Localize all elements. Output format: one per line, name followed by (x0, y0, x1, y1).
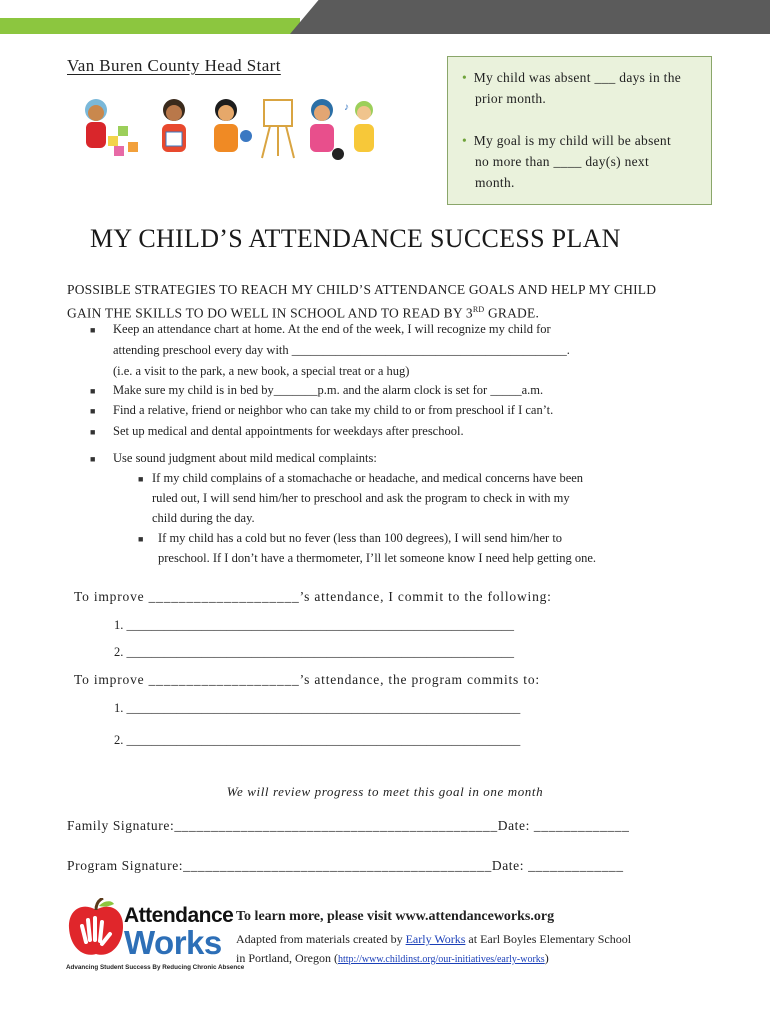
early-works-url-link[interactable]: http://www.childinst.org/our-initiatives/early-works (337, 954, 545, 965)
goal-item-target-end: month. (475, 175, 515, 190)
children-illustration-icon (74, 96, 374, 164)
page-title: MY CHILD’S ATTENDANCE SUCCESS PLAN (90, 224, 621, 253)
goal-item-target-cont: no more than ____ day(s) next (475, 154, 650, 169)
strategy-reward-example: (i.e. a visit to the park, a new book, a special treat or a hug) (113, 364, 410, 378)
substrategy-stomachache: If my child complains of a stomachache or headache, and medical concerns have been (152, 471, 584, 485)
top-banner (0, 0, 770, 34)
logo-word-works: Works (124, 924, 222, 961)
bullet-square-icon: ■ (138, 474, 144, 484)
program-commitment-line-2[interactable]: 2. _______________________________________________________________ (114, 733, 521, 747)
substrategy-cold-cont: preschool. If I don’t have a thermometer, I’ll let someone know I need help getting one. (158, 551, 597, 565)
substrategy-cold: If my child has a cold but no fever (less than 100 degrees), I will send him/her to (158, 531, 563, 545)
logo-word-attendance: Attendance (124, 904, 234, 927)
family-commitment-line-1[interactable]: 1. ______________________________________________________________ (114, 618, 514, 632)
bullet-square-icon: ■ (138, 534, 144, 544)
substrategy-stomachache-cont: ruled out, I will send him/her to preschool and ask the program to check in with my (152, 491, 570, 505)
absence-goal-box (447, 56, 712, 205)
goal-item-absent: • My child was absent ___ days in the (462, 70, 682, 85)
strategies-heading: POSSIBLE STRATEGIES TO REACH MY CHILD’S ATTENDANCE GOALS AND HELP MY CHILD GAIN THE SKILLS TO DO WELL IN SCHOOL AND TO READ BY 3RD GRADE. (67, 282, 657, 321)
family-signature-field[interactable]: Family Signature:____________________________________________Date: _____________ (67, 818, 630, 833)
logo-tagline: Advancing Student Success By Reducing Chronic Absence (66, 964, 245, 971)
bullet-square-icon: ■ (90, 427, 96, 437)
goal-item-absent-cont: prior month. (475, 91, 547, 106)
strategy-reward: Keep an attendance chart at home. At the end of the week, I will recognize my child for (113, 322, 551, 336)
program-commitment-heading: To improve ____________________’s attendance, the program commits to: (74, 672, 540, 687)
banner-green-stripe (0, 18, 300, 34)
organization-name: Van Buren County Head Start (67, 56, 281, 75)
attendance-works-logo (66, 896, 245, 976)
bullet-square-icon: ■ (90, 406, 96, 416)
apple-hand-icon (66, 898, 126, 960)
bullet-square-icon: ■ (90, 325, 96, 335)
svg-text:♪: ♪ (344, 102, 349, 113)
goal-item-target: • My goal is my child will be absent (462, 133, 672, 148)
strategy-appointments: Set up medical and dental appointments for weekdays after preschool. (113, 424, 464, 438)
strategy-reward-cont: attending preschool every day with ____________________________________________. (113, 343, 570, 357)
adapted-from-text: Adapted from materials created by Early Works at Earl Boyles Elementary School in Portland, Oregon (http://www.childinst.org/our-initiatives/early-works) (236, 932, 632, 965)
family-commitment-heading: To improve ____________________’s attendance, I commit to the following: (74, 589, 552, 604)
substrategy-stomachache-end: child during the day. (152, 511, 255, 525)
program-commitment-line-1[interactable]: 1. _______________________________________________________________ (114, 701, 521, 715)
review-note: We will review progress to meet this goal in one month (226, 784, 544, 799)
family-commitment-line-2[interactable]: 2. ______________________________________________________________ (114, 645, 514, 659)
early-works-link[interactable]: Early Works (405, 932, 466, 946)
bullet-square-icon: ■ (90, 386, 96, 396)
strategy-bedtime: Make sure my child is in bed by_______p.m. and the alarm clock is set for _____a.m. (113, 383, 544, 397)
strategy-medical: Use sound judgment about mild medical complaints: (113, 451, 377, 465)
learn-more-text: To learn more, please visit www.attendanceworks.org (236, 909, 555, 924)
strategy-backup-ride: Find a relative, friend or neighbor who can take my child to or from preschool if I can’t. (113, 403, 554, 417)
banner-gray-stripe (290, 0, 770, 34)
bullet-square-icon: ■ (90, 454, 96, 464)
program-signature-field[interactable]: Program Signature:__________________________________________Date: _____________ (67, 858, 624, 873)
